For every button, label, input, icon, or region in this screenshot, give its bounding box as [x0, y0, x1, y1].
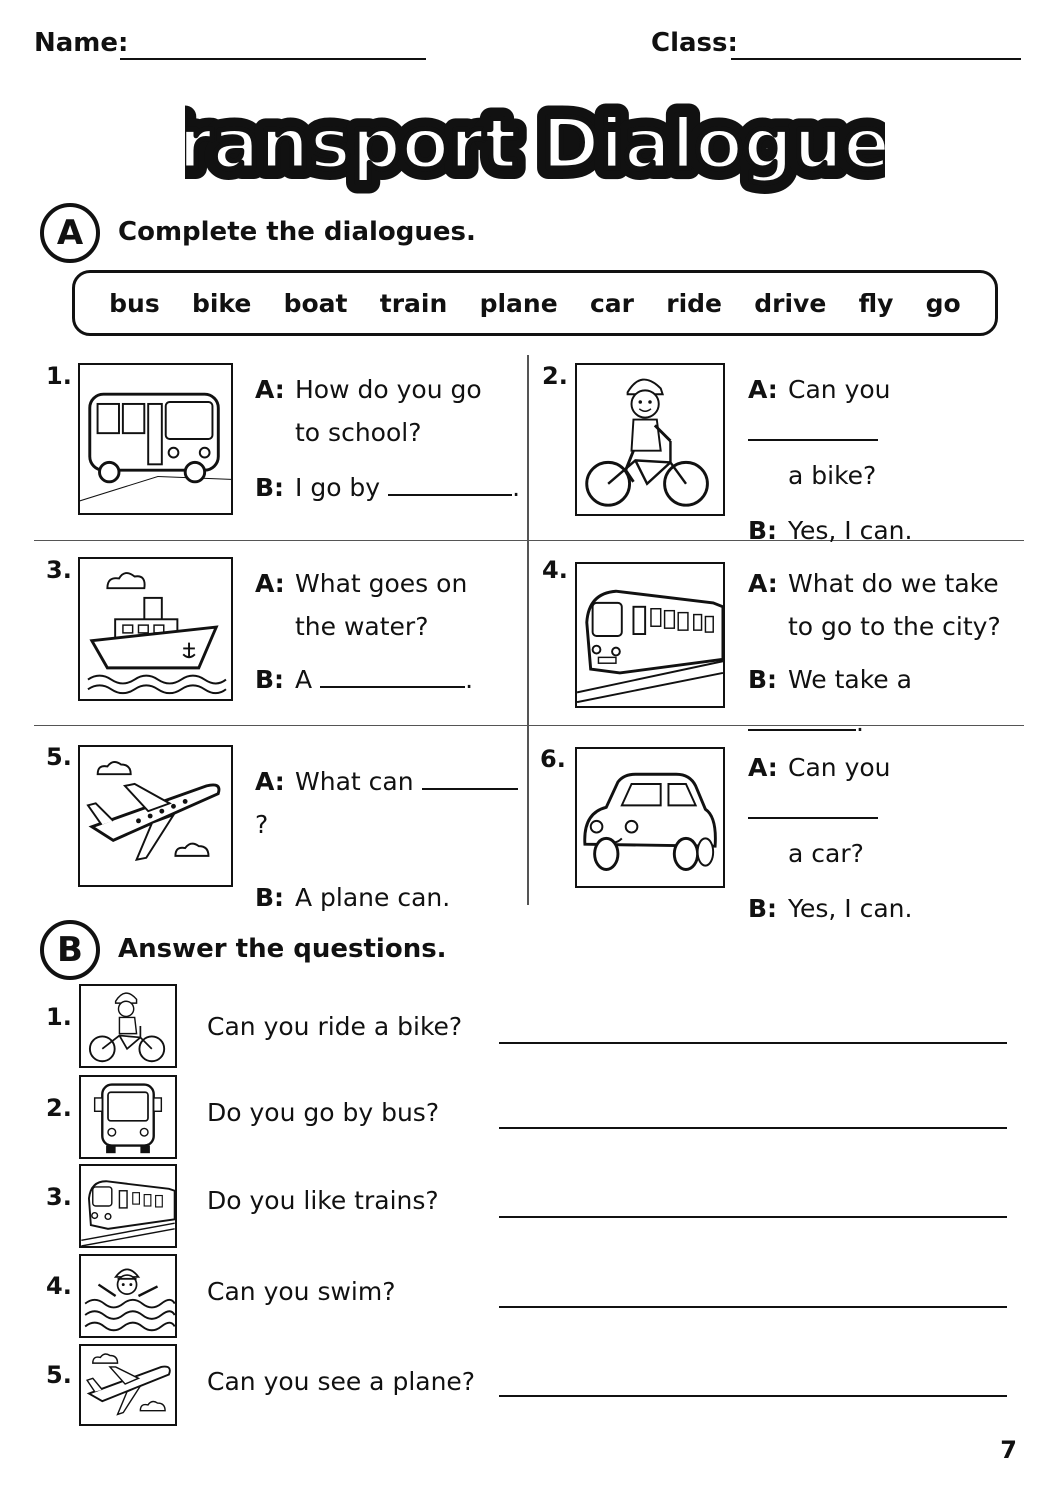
answer-line[interactable] [499, 1042, 1007, 1044]
section-a-letter: A [56, 213, 84, 253]
word-bank-item: drive [754, 288, 827, 318]
bus-icon [78, 363, 233, 515]
item-number: 1. [46, 362, 72, 390]
word-bank-item: ride [666, 288, 722, 318]
dialogue-line: What do we take [788, 569, 999, 598]
answer-blank[interactable] [748, 415, 878, 441]
speaker-b-label: B: [748, 665, 778, 694]
title-outline: ransport Dialogue [185, 103, 885, 185]
word-bank-item: train [379, 288, 448, 318]
speaker-b-label: B: [255, 665, 285, 694]
section-b-letter: B [57, 930, 83, 970]
answer-line[interactable] [499, 1216, 1007, 1218]
dialogue-6 [748, 746, 1023, 930]
class-write-line[interactable] [731, 58, 1021, 60]
word-bank-item: boat [283, 288, 348, 318]
train-icon [575, 562, 725, 708]
question-number: 2. [46, 1094, 72, 1122]
page-number: 7 [1000, 1436, 1017, 1464]
cyclist-icon [575, 363, 725, 516]
dialogue-line: A plane can. [295, 883, 451, 912]
speaker-b-label: B: [255, 473, 285, 502]
class-field [651, 28, 738, 58]
answer-blank[interactable] [422, 764, 518, 790]
section-a-instruction: Complete the dialogues. [118, 217, 476, 247]
question-text: Do you like trains? [207, 1186, 439, 1215]
plane-icon [79, 1344, 177, 1426]
item-number: 2. [542, 362, 568, 390]
dialogue-3 [255, 562, 525, 701]
name-field [34, 28, 128, 58]
item-number: 4. [542, 556, 568, 584]
answer-blank[interactable] [748, 793, 878, 819]
word-bank-item: bus [109, 288, 160, 318]
class-label: Class: [651, 28, 738, 58]
name-label: Name: [34, 28, 129, 58]
title-text: ransport Dialogue [185, 103, 885, 185]
train-icon [79, 1164, 177, 1248]
answer-blank[interactable] [320, 662, 465, 688]
name-write-line[interactable] [120, 58, 426, 60]
section-b-badge [40, 920, 100, 980]
car-icon [575, 747, 725, 888]
cyclist-icon [79, 984, 177, 1068]
word-bank [72, 270, 998, 336]
speaker-b-label: B: [748, 516, 778, 545]
speaker-a-label: A: [748, 753, 778, 782]
dialogue-line: Can you [788, 753, 891, 782]
dialogue-5 [255, 760, 525, 919]
question-number: 4. [46, 1272, 72, 1300]
dialogue-line: Yes, I can. [788, 894, 913, 923]
dialogue-line: to school? [295, 418, 422, 447]
dialogue-punct: ? [255, 810, 269, 839]
item-number: 5. [46, 743, 72, 771]
grid-divider-vertical [527, 355, 529, 905]
item-number: 3. [46, 556, 72, 584]
speaker-b-label: B: [748, 894, 778, 923]
ship-icon [78, 557, 233, 701]
dialogue-punct: . [856, 708, 864, 737]
item-number: 6. [540, 745, 566, 773]
dialogue-2 [748, 368, 1023, 552]
swimmer-icon [79, 1254, 177, 1338]
dialogue-line: What goes on [295, 569, 468, 598]
dialogue-1 [255, 368, 525, 509]
answer-line[interactable] [499, 1127, 1007, 1129]
dialogue-line: Yes, I can. [788, 516, 913, 545]
dialogue-line: a car? [788, 839, 864, 868]
dialogue-line: a bike? [788, 461, 877, 490]
answer-line[interactable] [499, 1306, 1007, 1308]
dialogue-line: A [295, 665, 313, 694]
dialogue-line: We take a [788, 665, 912, 694]
question-number: 3. [46, 1183, 72, 1211]
speaker-a-label: A: [255, 767, 285, 796]
speaker-a-label: A: [255, 375, 285, 404]
dialogue-line: to go to the city? [788, 612, 1001, 641]
question-text: Do you go by bus? [207, 1098, 440, 1127]
word-bank-item: plane [479, 288, 558, 318]
bus-icon [79, 1075, 177, 1159]
page-title [185, 92, 885, 200]
word-bank-item: car [589, 288, 634, 318]
dialogue-punct: . [512, 473, 521, 502]
answer-blank[interactable] [388, 470, 512, 496]
word-bank-item: bike [191, 288, 252, 318]
section-b-instruction: Answer the questions. [118, 934, 447, 964]
word-bank-item: go [925, 288, 961, 318]
question-text: Can you ride a bike? [207, 1012, 463, 1041]
dialogue-line: Can you [788, 375, 891, 404]
dialogue-4 [748, 562, 1023, 744]
speaker-a-label: A: [255, 569, 285, 598]
dialogue-line: How do you go [295, 375, 482, 404]
speaker-a-label: A: [748, 569, 778, 598]
plane-icon [78, 745, 233, 887]
question-text: Can you swim? [207, 1277, 396, 1306]
dialogue-line: I go by [295, 473, 381, 502]
answer-line[interactable] [499, 1395, 1007, 1397]
question-text: Can you see a plane? [207, 1367, 476, 1396]
answer-blank[interactable] [748, 705, 856, 731]
dialogue-line: What can [295, 767, 414, 796]
section-a-badge [40, 203, 100, 263]
question-number: 1. [46, 1003, 72, 1031]
speaker-b-label: B: [255, 883, 285, 912]
question-number: 5. [46, 1361, 72, 1389]
dialogue-punct: . [465, 665, 474, 694]
speaker-a-label: A: [748, 375, 778, 404]
word-bank-item: fly [858, 288, 894, 318]
dialogue-line: the water? [295, 612, 429, 641]
